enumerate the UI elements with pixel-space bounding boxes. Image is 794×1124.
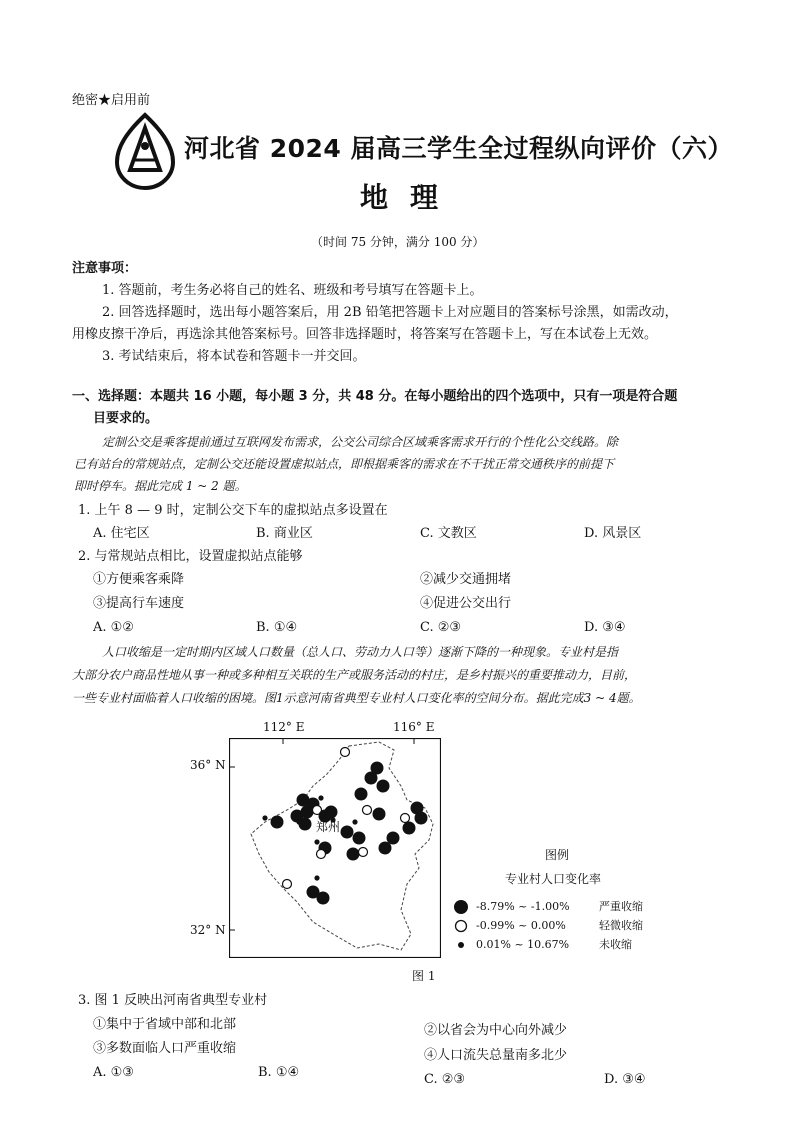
city-label-zhengzhou: 郑州 bbox=[316, 820, 341, 834]
q3-option-b: B. ①④ bbox=[258, 1065, 300, 1080]
lat-label-32: 32° N bbox=[190, 923, 226, 937]
village-marker-slight bbox=[401, 814, 410, 823]
q3-statement-4: ④人口流失总量南多北少 bbox=[424, 1048, 568, 1063]
village-marker-severe bbox=[371, 762, 384, 775]
notice-item-3: 3. 考试结束后，将本试卷和答题卡一并交回。 bbox=[102, 349, 366, 364]
legend-marker-severe bbox=[452, 898, 470, 916]
village-marker-severe bbox=[355, 788, 368, 801]
lon-label-112: 112° E bbox=[263, 720, 305, 734]
q3-option-d: D. ③④ bbox=[604, 1072, 646, 1087]
village-marker-severe bbox=[373, 808, 386, 821]
village-marker-severe bbox=[379, 842, 392, 855]
village-marker-slight bbox=[341, 748, 350, 757]
exam-logo bbox=[112, 112, 178, 190]
passage1-line: 已有站台的常规站点，定制公交还能设置虚拟站点，即根据乘客的需求在不干扰正常交通秩序的前提下 bbox=[74, 457, 615, 471]
q1-option-d: D. 风景区 bbox=[584, 526, 642, 541]
village-marker-slight bbox=[283, 880, 292, 889]
q3-statement-2: ②以省会为中心向外减少 bbox=[424, 1023, 568, 1038]
q1-option-c: C. 文教区 bbox=[420, 526, 477, 541]
q2-statement-2: ②减少交通拥堵 bbox=[420, 572, 512, 587]
legend-title: 图例 bbox=[545, 848, 570, 862]
village-marker-none bbox=[262, 815, 267, 820]
village-marker-severe bbox=[403, 822, 416, 835]
passage2-line: 大部分农户商品性地从事一种或多种相互关联的生产或服务活动的村庄，是乡村振兴的重要推动力，目前， bbox=[72, 668, 637, 682]
q2-option-d: D. ③④ bbox=[584, 620, 626, 635]
village-marker-none bbox=[314, 875, 319, 880]
legend-label-none: 未收缩 bbox=[599, 938, 632, 951]
q2-statement-4: ④促进公交出行 bbox=[420, 596, 512, 611]
notice-item-1: 1. 答题前，考生务必将自己的姓名、班级和考号填写在答题卡上。 bbox=[102, 283, 483, 298]
passage2-line: 人口收缩是一定时期内区域人口数量（总人口、劳动力人口等）逐渐下降的一种现象。专业村是指 bbox=[102, 645, 619, 659]
village-marker-none bbox=[318, 795, 323, 800]
section-heading: 一、选择题：本题共 16 小题，每小题 3 分，共 48 分。在每小题给出的四个选项中，只有一项是符合题 bbox=[72, 389, 678, 404]
q2-statement-1: ①方便乘客乘降 bbox=[93, 572, 185, 587]
village-marker-severe bbox=[347, 848, 360, 861]
q3-statement-3: ③多数面临人口严重收缩 bbox=[93, 1041, 237, 1056]
legend-range-none: 0.01% ~ 10.67% bbox=[476, 938, 570, 951]
village-marker-severe bbox=[271, 816, 284, 829]
village-marker-severe bbox=[353, 832, 366, 845]
q3-option-c: C. ②③ bbox=[424, 1072, 466, 1087]
q2-option-b: B. ①④ bbox=[256, 620, 298, 635]
legend-label-slight: 轻微收缩 bbox=[599, 919, 643, 932]
village-marker-none bbox=[296, 819, 301, 824]
village-marker-none bbox=[352, 819, 357, 824]
legend-marker-none bbox=[452, 936, 470, 954]
notice-item-2: 2. 回答选择题时，选出每小题答案后，用 2B 铅笔把答题卡上对应题目的答案标号涂黑，如需改动， bbox=[102, 305, 678, 320]
village-marker-slight bbox=[317, 850, 326, 859]
subject-title: 地理 bbox=[360, 181, 461, 214]
q3-stem: 3. 图 1 反映出河南省典型专业村 bbox=[78, 993, 268, 1008]
legend-range-severe: -8.79% ~ -1.00% bbox=[476, 900, 570, 913]
figure-caption: 图 1 bbox=[412, 969, 436, 983]
village-marker-severe bbox=[341, 826, 354, 839]
legend-range-slight: -0.99% ~ 0.00% bbox=[476, 919, 566, 932]
q2-statement-3: ③提高行车速度 bbox=[93, 596, 185, 611]
section-heading-cont: 目要求的。 bbox=[93, 411, 159, 426]
lat-label-36: 36° N bbox=[190, 758, 226, 772]
passage1-line: 即时停车。据此完成 1 ~ 2 题。 bbox=[74, 479, 247, 493]
confidential-mark: 绝密★启用前 bbox=[72, 93, 151, 108]
q2-option-a: A. ①② bbox=[93, 620, 134, 635]
village-marker-severe bbox=[325, 806, 338, 819]
q3-option-a: A. ①③ bbox=[93, 1065, 134, 1080]
legend-subtitle: 专业村人口变化率 bbox=[505, 872, 602, 886]
q3-statement-1: ①集中于省域中部和北部 bbox=[93, 1017, 237, 1032]
notice-item-2-cont: 用橡皮擦干净后，再选涂其他答案标号。回答非选择题时，将答案写在答题卡上，写在本试卷上无效。 bbox=[72, 327, 658, 342]
village-marker-severe bbox=[317, 892, 330, 905]
q1-stem: 1. 上午 8 — 9 时，定制公交下车的虚拟站点多设置在 bbox=[78, 503, 388, 518]
passage1-line: 定制公交是乘客提前通过互联网发布需求，公交公司综合区域乘客需求开行的个性化公交线路。除 bbox=[102, 435, 619, 449]
village-marker-none bbox=[314, 839, 319, 844]
q1-option-a: A. 住宅区 bbox=[93, 526, 150, 541]
q2-stem: 2. 与常规站点相比，设置虚拟站点能够 bbox=[78, 549, 303, 564]
passage2-line: 一些专业村面临着人口收缩的困境。图1示意河南省典型专业村人口变化率的空间分布。据此完成3 ~ 4题。 bbox=[72, 691, 641, 705]
lon-label-116: 116° E bbox=[393, 720, 435, 734]
village-marker-severe bbox=[377, 780, 390, 793]
notice-heading: 注意事项： bbox=[72, 261, 138, 276]
exam-title: 河北省 2024 届高三学生全过程纵向评价（六） bbox=[184, 134, 733, 163]
legend-marker-slight bbox=[452, 917, 470, 935]
village-marker-severe bbox=[415, 812, 428, 825]
village-marker-slight bbox=[359, 848, 368, 857]
time-note: （时间 75 分钟，满分 100 分） bbox=[311, 235, 485, 249]
legend-label-severe: 严重收缩 bbox=[599, 900, 643, 913]
village-marker-slight bbox=[363, 806, 372, 815]
q1-option-b: B. 商业区 bbox=[256, 526, 313, 541]
q2-option-c: C. ②③ bbox=[420, 620, 462, 635]
henan-map bbox=[229, 738, 441, 958]
